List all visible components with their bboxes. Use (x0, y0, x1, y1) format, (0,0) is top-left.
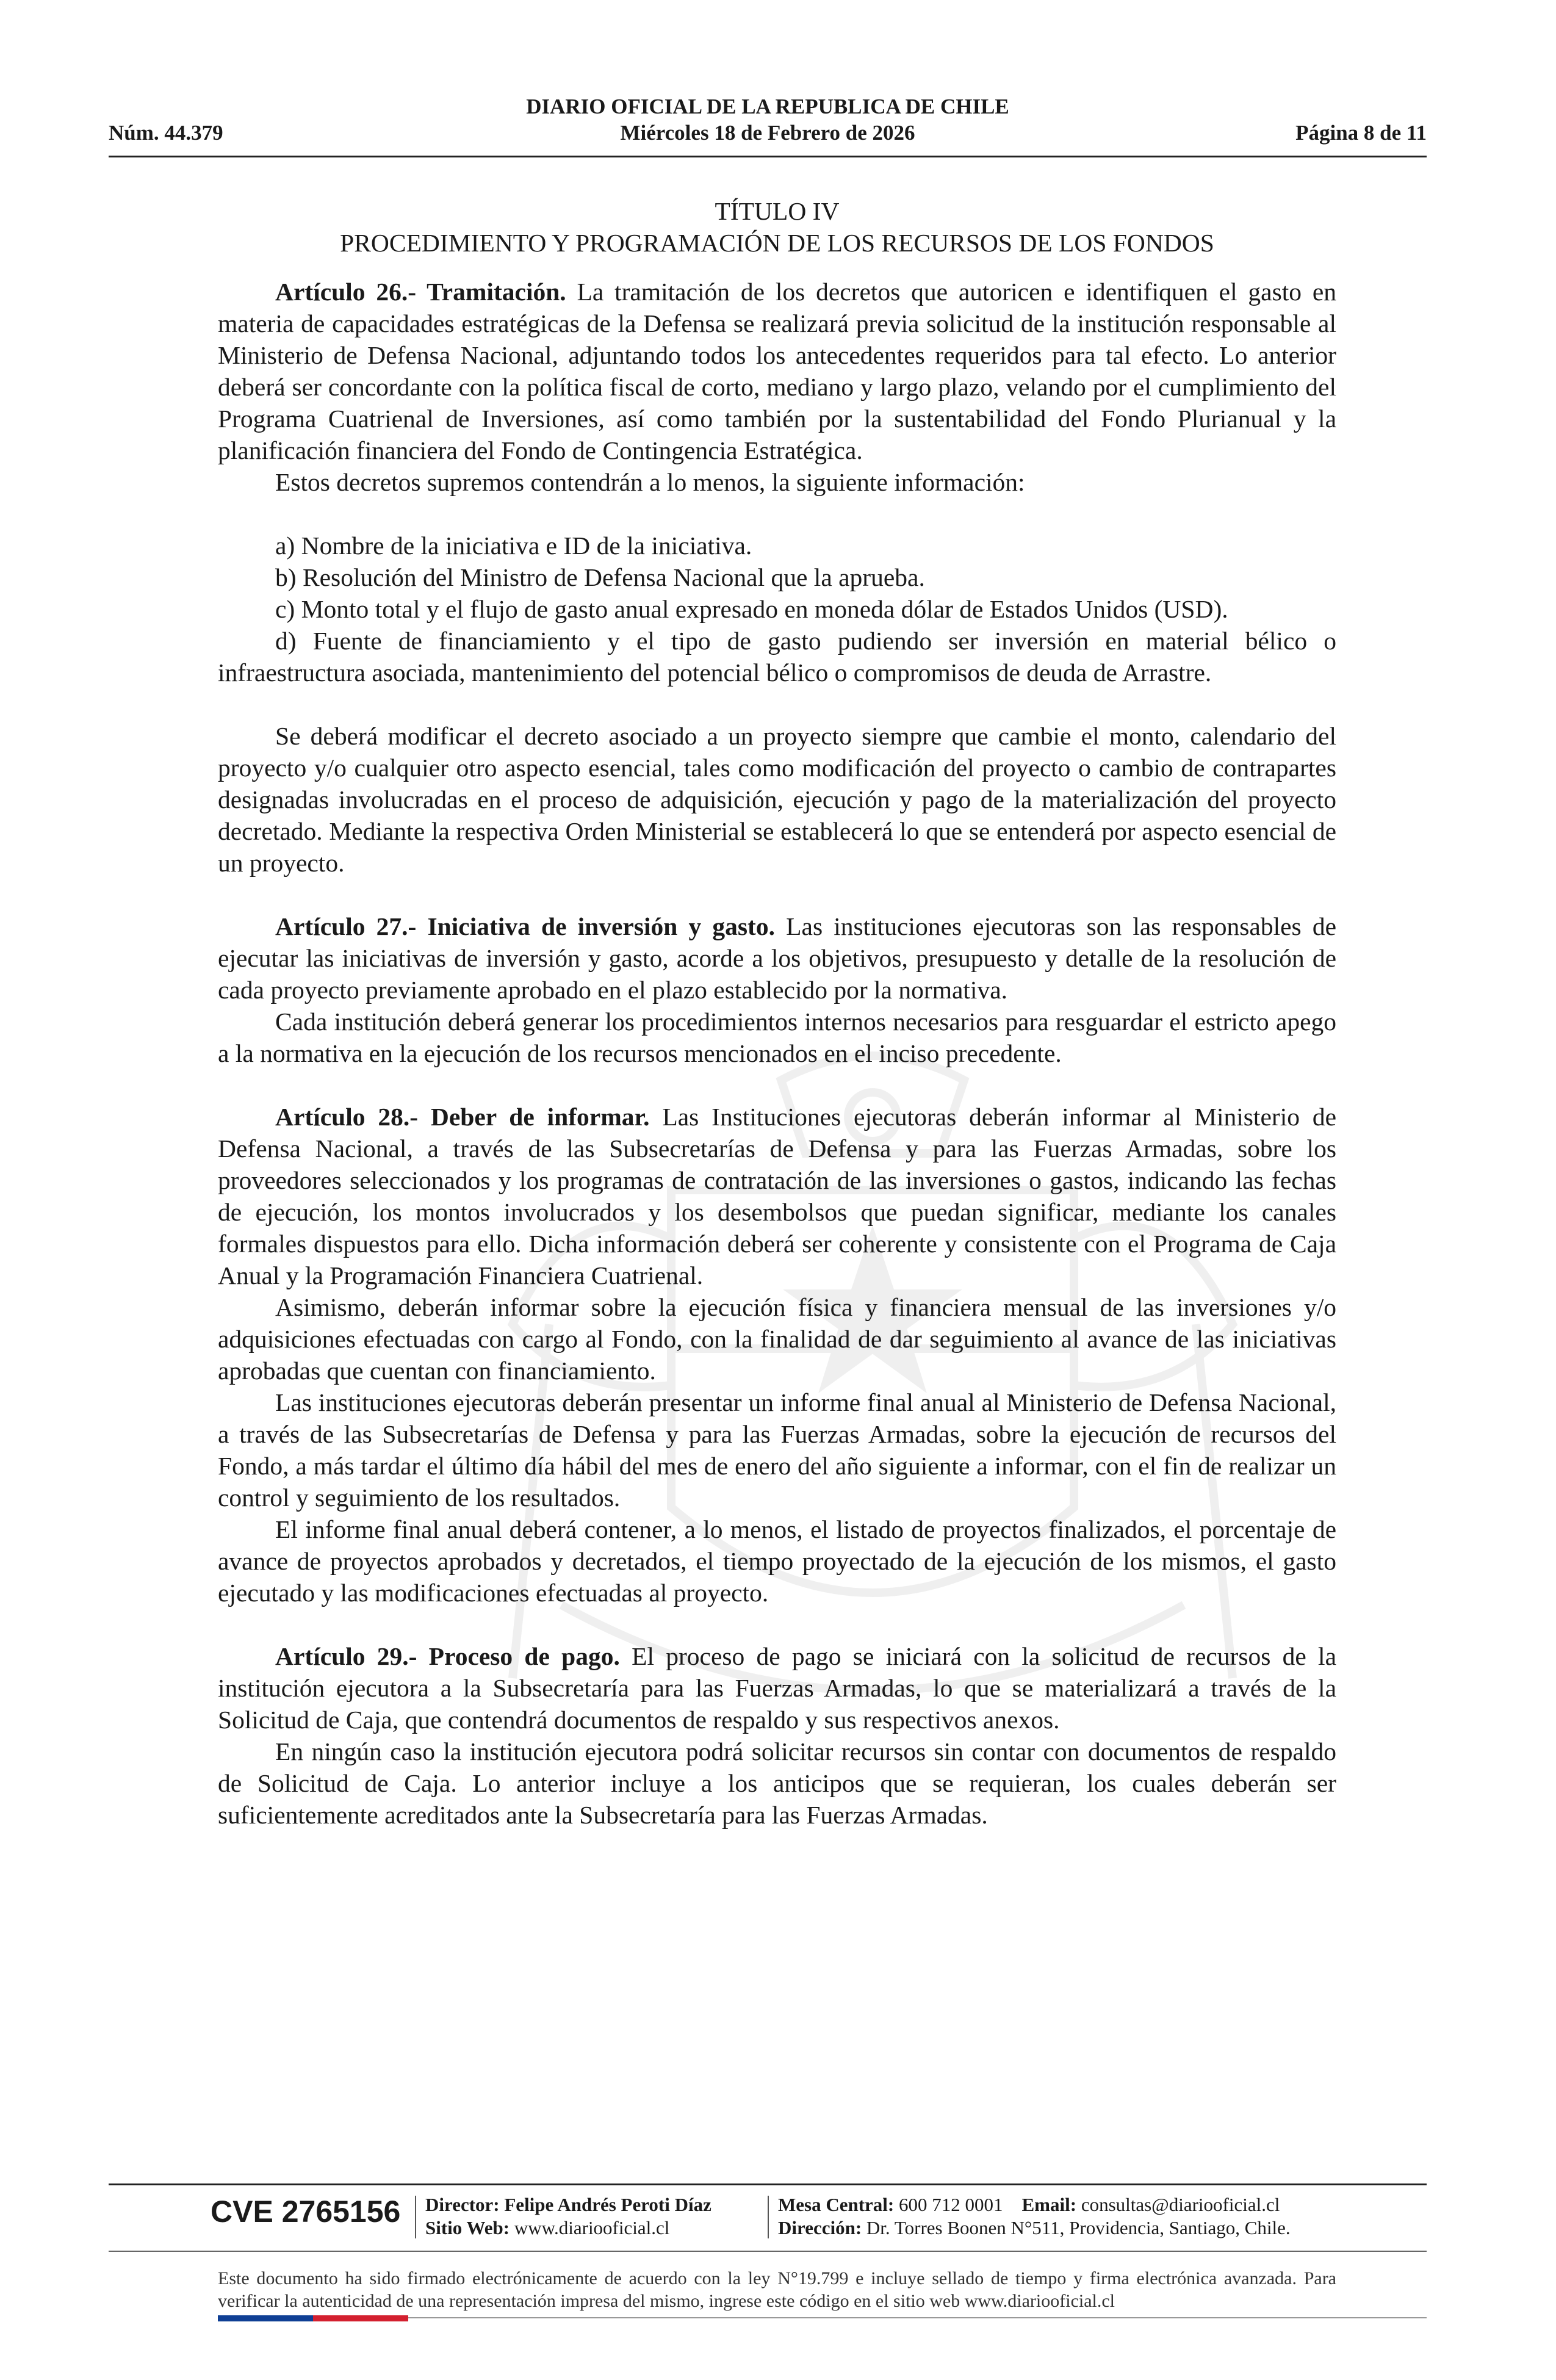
footer-divider-2 (109, 2251, 1427, 2252)
email-link[interactable]: consultas@diariooficial.cl (1081, 2194, 1280, 2215)
issue-date: Miércoles 18 de Febrero de 2026 (620, 121, 915, 145)
mesa-label: Mesa Central: (778, 2194, 895, 2215)
footer-separator (415, 2196, 416, 2238)
address: Dr. Torres Boonen N°511, Providencia, Santiago, Chile. (866, 2217, 1291, 2238)
article-27-paragraph (218, 911, 1336, 1006)
article-26-p2: Estos decretos supremos contendrán a lo menos, la siguiente información: (275, 468, 1025, 496)
web-label: Sitio Web: (425, 2217, 510, 2238)
page-number: Página 8 de 11 (1295, 121, 1427, 145)
email-label: Email: (1021, 2194, 1077, 2215)
flag-red-segment (313, 2315, 408, 2321)
article-29-paragraph (218, 1640, 1336, 1736)
list-item-c: c) Monto total y el flujo de gasto anual expresado en moneda dólar de Estados Unidos (USD). (275, 595, 1228, 623)
title-label: TÍTULO IV (715, 197, 840, 225)
article-26-paragraph (218, 276, 1336, 466)
article-29-heading: Artículo 29.- Proceso de pago. (275, 1642, 620, 1670)
website-link[interactable]: www.diariooficial.cl (514, 2217, 670, 2238)
article-29-p2: En ningún caso la institución ejecutora podrá solicitar recursos sin contar con documentos de respaldo de Solicitud de Caja. Lo anterior incluye a los anticipos que se requieran, los cuales deberán ser suficientemente acreditados ante la Subsecretaría para las Fuerzas Armadas. (218, 1737, 1336, 1829)
flag-blue-segment (218, 2315, 313, 2321)
article-28-text: Las Instituciones ejecutoras deberán informar al Ministerio de Defensa Nacional, a través de las Subsecretarías de Defensa y para las Fuerzas Armadas, sobre los proveedores seleccionados y los programas de contratación de las inversiones o gastos, indicando las fechas de ejecución, los montos involucrados y los desembolsos que puedan significar, mediante los canales formales dispuestos para ello. Dicha información deberá ser coherente y consistente con el Programa de Caja Anual y la Programación Financiera Cuatrienal. (218, 1103, 1336, 1289)
article-26-text: La tramitación de los decretos que autoricen e identifiquen el gasto en materia de capacidades estratégicas de la Defensa se realizará previa solicitud de la institución responsable al Ministerio de Defensa Nacional, adjuntando todos los antecedentes requeridos para tal efecto. Lo anterior deberá ser concordante con la política fiscal de corto, mediano y largo plazo, velando por el cumplimiento del Programa Cuatrienal de Inversiones, así como también por la sustentabilidad del Fondo Plurianual y la planificación financiera del Fondo de Contingencia Estratégica. (218, 278, 1336, 464)
director-name: Felipe Andrés Peroti Díaz (504, 2194, 711, 2215)
article-28-heading: Artículo 28.- Deber de informar. (275, 1103, 650, 1131)
article-26-heading: Artículo 26.- Tramitación. (275, 278, 566, 306)
cve-code: CVE 2765156 (211, 2194, 401, 2229)
chile-flag-stripe (218, 2315, 408, 2321)
bottom-divider (408, 2317, 1427, 2318)
legal-notice: Este documento ha sido firmado electrónicamente de acuerdo con la ley N°19.799 e incluye sellado de tiempo y firma electrónica avanzada. Para verificar la autenticidad de una representación impresa del mismo, ingrese este código en el sitio web www.diariooficial.cl (218, 2268, 1336, 2311)
header-divider (109, 156, 1427, 157)
article-27-text: Las instituciones ejecutoras son las responsables de ejecutar las iniciativas de inversión y gasto, acorde a los objetivos, presupuesto y detalle de la resolución de cada proyecto previamente aprobado en el plazo establecido por la normativa. (218, 912, 1336, 1004)
footer-contact-block (778, 2193, 1291, 2240)
list-item-b: b) Resolución del Ministro de Defensa Nacional que la aprueba. (275, 563, 925, 591)
document-body (218, 195, 1336, 1831)
title-subtitle: PROCEDIMIENTO Y PROGRAMACIÓN DE LOS RECURSOS DE LOS FONDOS (340, 229, 1214, 257)
footer-separator (768, 2196, 769, 2238)
article-26-p3: Se deberá modificar el decreto asociado a un proyecto siempre que cambie el monto, calendario del proyecto y/o cualquier otro aspecto esencial, tales como modificación del proyecto o cambio de contrapartes designadas involucradas en el proceso de adquisición, ejecución y pago de la materialización del proyecto decretado. Mediante la respectiva Orden Ministerial se establecerá lo que se entenderá por aspecto esencial de un proyecto. (218, 722, 1336, 877)
director-label: Director: (425, 2194, 500, 2215)
phone-number: 600 712 0001 (899, 2194, 1003, 2215)
article-27-heading: Artículo 27.- Iniciativa de inversión y gasto. (275, 912, 776, 940)
direccion-label: Dirección: (778, 2217, 862, 2238)
article-29-text: El proceso de pago se iniciará con la solicitud de recursos de la institución ejecutora a la Subsecretaría para las Fuerzas Armadas, lo que se materializará a través de la Solicitud de Caja, que contendrá documentos de respaldo y sus respectivos anexos. (218, 1642, 1336, 1734)
footer-divider (109, 2183, 1427, 2185)
footer-director-block (425, 2193, 711, 2240)
article-28-p3: Las instituciones ejecutoras deberán presentar un informe final anual al Ministerio de Defensa Nacional, a través de las Subsecretarías de Defensa y para las Fuerzas Armadas, sobre la ejecución de recursos del Fondo, a más tardar el último día hábil del mes de enero del año siguiente a informar, con el fin de realizar un control y seguimiento de los resultados. (218, 1388, 1336, 1512)
page-header (109, 95, 1427, 156)
list-item-d: d) Fuente de financiamiento y el tipo de gasto pudiendo ser inversión en material bélico o infraestructura asociada, mantenimiento del potencial bélico o compromisos de deuda de Arrastre. (218, 627, 1336, 687)
article-28-paragraph (218, 1101, 1336, 1291)
article-28-p4: El informe final anual deberá contener, a lo menos, el listado de proyectos finalizados, el porcentaje de avance de proyectos aprobados y decretados, el tiempo proyectado de la ejecución de los mismos, el gasto ejecutado y las modificaciones efectuadas al proyecto. (218, 1515, 1336, 1607)
issue-number: Núm. 44.379 (109, 121, 223, 145)
article-27-p2: Cada institución deberá generar los procedimientos internos necesarios para resguardar el estricto apego a la normativa en la ejecución de los recursos mencionados en el inciso precedente. (218, 1008, 1336, 1067)
list-item-a: a) Nombre de la iniciativa e ID de la iniciativa. (275, 532, 752, 560)
newspaper-title: DIARIO OFICIAL DE LA REPUBLICA DE CHILE (526, 95, 1009, 118)
article-28-p2: Asimismo, deberán informar sobre la ejecución física y financiera mensual de las inversiones y/o adquisiciones efectuadas con cargo al Fondo, con la finalidad de dar seguimiento al avance de las iniciativas aprobadas que cuentan con financiamiento. (218, 1293, 1336, 1385)
